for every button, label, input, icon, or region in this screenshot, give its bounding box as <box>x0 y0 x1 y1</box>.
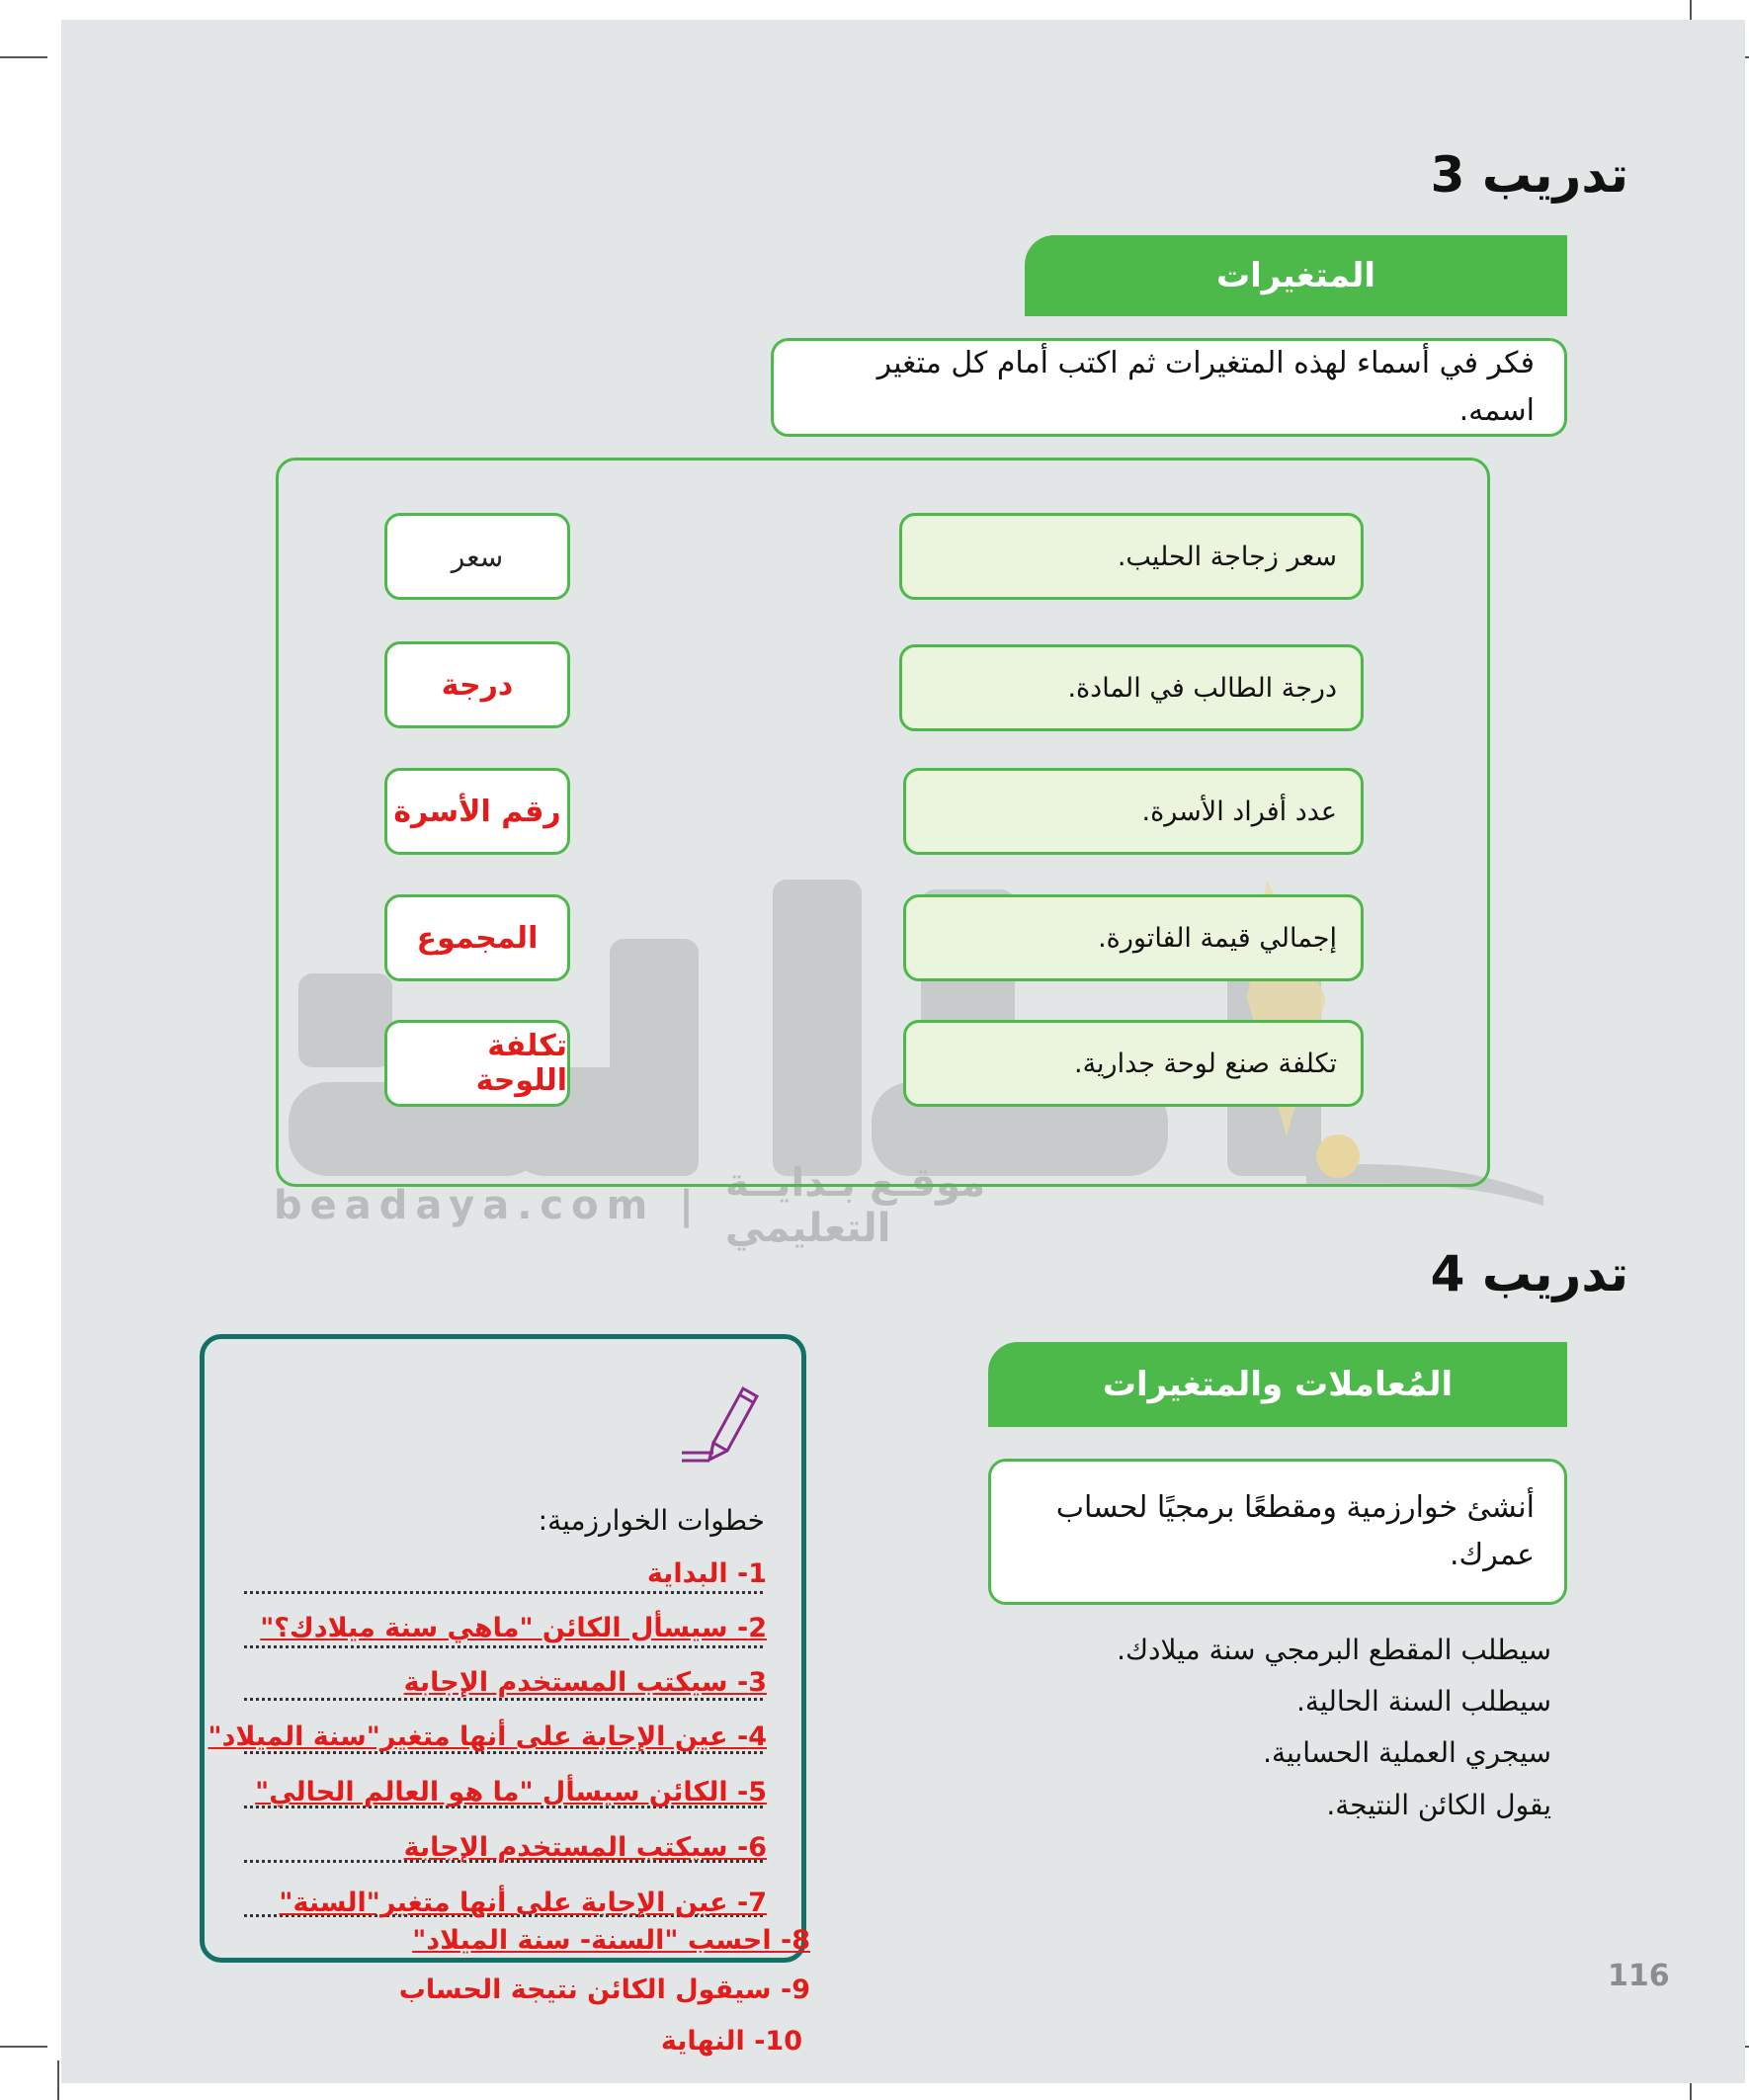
exercise4-tab <box>988 1342 1567 1427</box>
page-number: 116 <box>1608 1959 1670 1993</box>
variable-answer-box[interactable] <box>384 1020 570 1107</box>
variable-answer: درجة <box>441 667 514 703</box>
variable-answer: سعر <box>451 540 504 573</box>
variable-answer: رقم الأسرة <box>393 794 561 829</box>
answer-dotted-line <box>244 1591 763 1594</box>
algorithm-step: 8- احسب "السنة- سنة الميلاد" <box>412 1925 810 1956</box>
exercise4-note: سيجري العملية الحسابية. <box>1263 1736 1551 1769</box>
exercise4-note: سيطلب السنة الحالية. <box>1295 1685 1551 1718</box>
algorithm-step: 4- عين الإجابة على أنها متغير"سنة الميلاد" <box>208 1722 767 1752</box>
variable-description: إجمالي قيمة الفاتورة. <box>903 894 1364 981</box>
exercise4-tab-label: المُعاملات والمتغيرات <box>1102 1365 1454 1404</box>
answer-dotted-line <box>244 1645 763 1648</box>
exercise3-heading: تدريب 3 <box>1430 146 1628 204</box>
algorithm-step: 5- الكائن سيسأل "ما هو العالم الحالي" <box>255 1777 767 1807</box>
algorithm-steps-title: خطوات الخوارزمية: <box>538 1504 765 1537</box>
exercise4-heading: تدريب 4 <box>1430 1245 1628 1302</box>
algorithm-step: 7- عين الإجابة على أنها متغير"السنة" <box>279 1888 767 1918</box>
exercise3-instruction: فكر في أسماء لهذه المتغيرات ثم اكتب أمام كل متغير اسمه. <box>876 346 1535 428</box>
textbook-page <box>61 20 1745 2083</box>
algorithm-step: 2- سيسأل الكائن "ماهي سنة ميلادك؟" <box>260 1613 767 1643</box>
exercise4-instruction-box <box>988 1459 1567 1605</box>
exercise3-tab <box>1025 235 1567 316</box>
crop-mark <box>57 2060 59 2100</box>
variable-answer-box[interactable] <box>384 641 570 728</box>
exercise4-note: سيطلب المقطع البرمجي سنة ميلادك. <box>1117 1634 1551 1666</box>
exercise4-instruction: أنشئ خوارزمية ومقطعًا برمجيًا لحساب عمرك. <box>1055 1490 1535 1572</box>
variable-answer-box[interactable] <box>384 513 570 600</box>
algorithm-step: 9- سيقول الكائن نتيجة الحساب <box>398 1974 810 2005</box>
exercise4-note: يقول الكائن النتيجة. <box>1326 1789 1551 1821</box>
answer-dotted-line <box>244 1698 763 1701</box>
variable-answer: المجموع <box>416 920 539 956</box>
exercise3-tab-label: المتغيرات <box>1215 256 1376 295</box>
variable-description: تكلفة صنع لوحة جدارية. <box>903 1020 1364 1107</box>
exercise3-instruction-box <box>771 338 1567 437</box>
crop-mark <box>0 56 47 58</box>
pencil-icon <box>674 1369 763 1468</box>
variable-answer-box[interactable] <box>384 768 570 855</box>
variable-answer-box[interactable] <box>384 894 570 981</box>
algorithm-step: 6- سيكتب المستخدم الإجابة <box>403 1832 767 1863</box>
watermark-separator: | <box>679 1183 702 1228</box>
variable-description: درجة الطالب في المادة. <box>899 644 1364 731</box>
variable-answer: تكلفة اللوحة <box>475 1029 567 1098</box>
watermark-site-latin: beadaya.com <box>274 1183 656 1228</box>
variable-description: سعر زجاجة الحليب. <box>899 513 1364 600</box>
algorithm-step: 10- النهاية <box>660 2026 802 2057</box>
algorithm-step: 3- سيكتب المستخدم الإجابة <box>403 1667 767 1698</box>
variable-description: عدد أفراد الأسرة. <box>903 768 1364 855</box>
algorithm-step: 1- البداية <box>646 1558 767 1589</box>
watermark-site-arabic: موقـع بـدايــة التعليمي <box>724 1160 985 1251</box>
crop-mark <box>0 2046 47 2048</box>
